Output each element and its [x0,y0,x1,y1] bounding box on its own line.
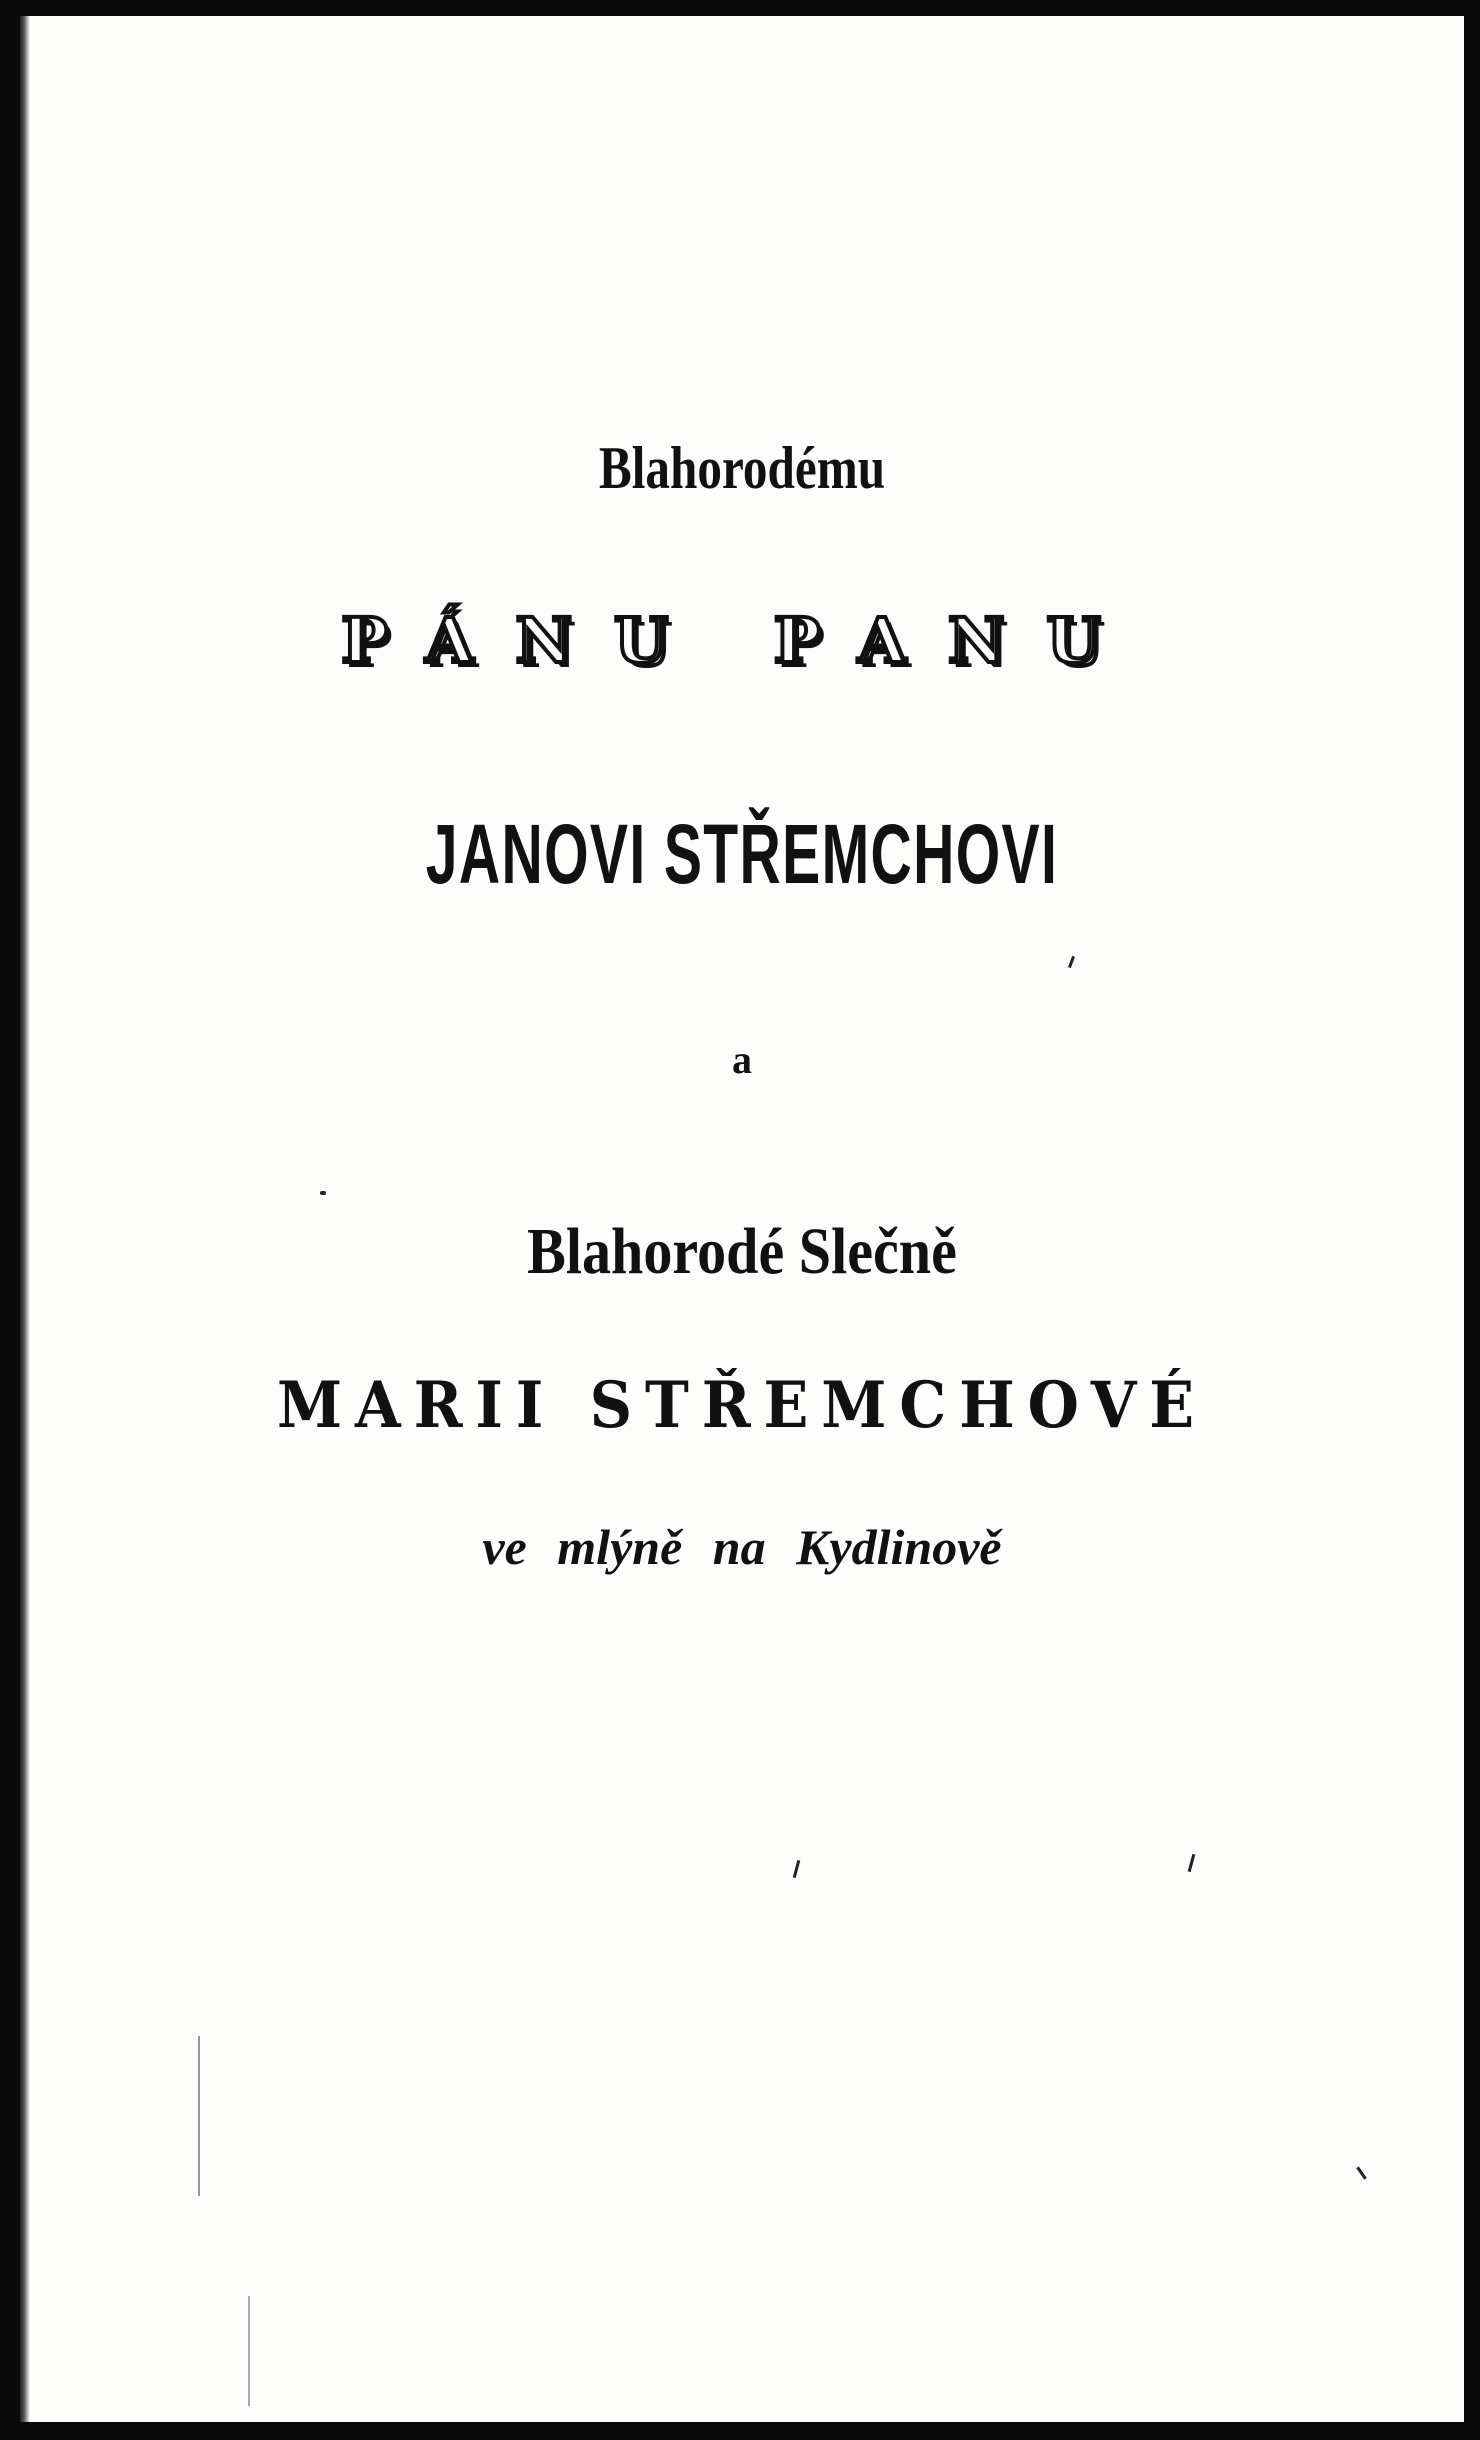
dedication-location: ve mlýně na Kydlinově [482,1519,1002,1575]
dedication-salutation: Blahorodému [598,435,886,501]
print-speck [793,1860,801,1878]
print-speck [248,2296,250,2406]
page-binding-shadow [20,16,30,2422]
print-speck [320,1191,326,1195]
dedication-name-marie: MARII STŘEMCHOVÉ [276,1368,1208,1443]
print-speck [198,2036,200,2196]
print-speck [1068,956,1075,968]
dedication-name-jan: JANOVI STŘEMCHOVI [425,807,1059,901]
dedication-conjunction: a [732,1037,752,1082]
book-page [20,16,1464,2422]
print-speck [1188,1854,1196,1872]
dedication-title-ornamental: PÁNU PANU [341,604,1143,677]
dedication-salutation-miss: Blahorodé Slečně [527,1215,957,1288]
print-speck [1356,2166,1366,2179]
